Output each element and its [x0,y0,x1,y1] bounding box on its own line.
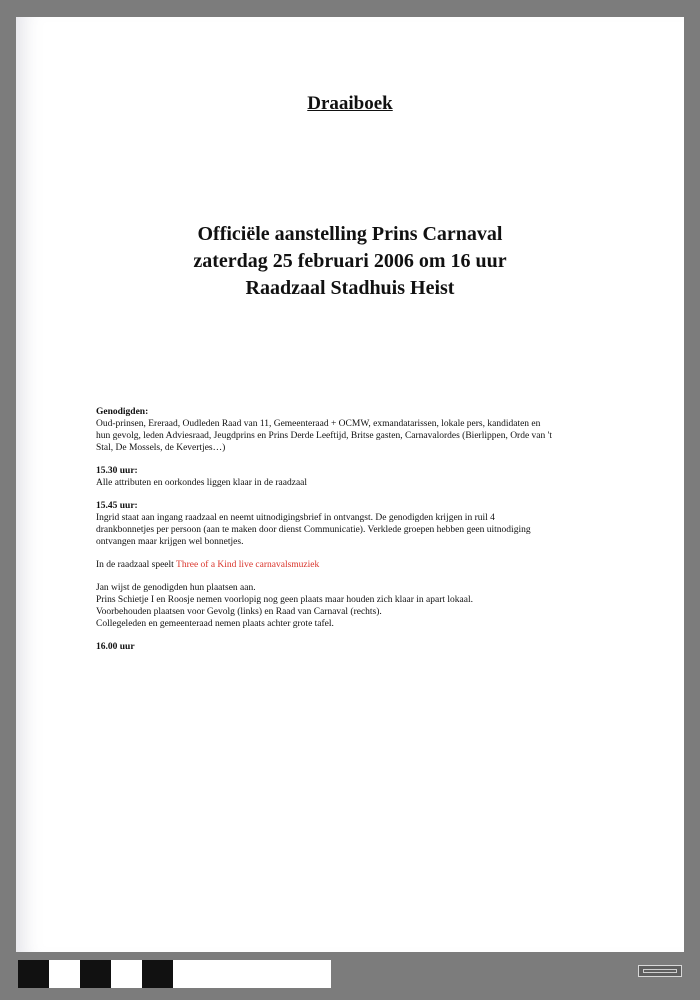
body-line: Prins Schietje I en Roosje nemen voorlopig nog geen plaats maar houden zich klaar in apart lokaal. [96,595,473,605]
section-label: 16.00 uur [96,642,135,652]
body-line: drankbonnetjes per persoon (aan te maken door dienst Communicatie). Verklede groepen hebben geen uitnodiging [96,525,531,535]
body-line: Alle attributen en oorkondes liggen klaar in de raadzaal [96,478,308,488]
body-text: In de raadzaal speelt [96,560,177,570]
body-line: Jan wijst de genodigden hun plaatsen aan. [96,583,256,593]
section-label: 15.30 uur: [96,466,138,476]
section-plaatsen [96,582,626,630]
document-subtitle [16,221,684,302]
section-1545 [96,500,626,548]
section-1600 [96,641,626,653]
highlighted-text: Three of a Kind live carnavalsmuziek [176,560,320,570]
body-line: hun gevolg, leden Adviesraad, Jeugdprins en Prins Derde Leeftijd, Britse gasten, Carnavalordes (Bierlippen, Orde van 't [96,431,553,441]
body-line: ontvangen maar krijgen wel bonnetjes. [96,537,244,547]
subtitle-line: Officiële aanstelling Prins Carnaval [197,223,503,245]
calibration-square [80,960,111,988]
color-calibration-strip [18,960,331,988]
scale-bar [638,965,682,977]
body-line: Oud-prinsen, Ereraad, Oudleden Raad van 11, Gemeenteraad + OCMW, exmandatarissen, lokale pers, kandidaten en [96,419,541,429]
subtitle-line: Raadzaal Stadhuis Heist [245,277,455,299]
section-genodigden [96,406,626,454]
subtitle-line: zaterdag 25 februari 2006 om 16 uur [193,250,507,272]
calibration-square [18,960,49,988]
body-line: Ingrid staat aan ingang raadzaal en neemt uitnodigingsbrief in ontvangst. De genodigden krijgen in ruil 4 [96,513,495,523]
document-body [96,406,626,664]
section-label: Genodigden: [96,407,149,417]
calibration-square [142,960,173,988]
section-1530 [96,465,626,489]
document-page [16,17,684,952]
section-label: 15.45 uur: [96,501,138,511]
document-title: Draaiboek [307,93,393,114]
body-line: Voorbehouden plaatsen voor Gevolg (links) en Raad van Carnaval (rechts). [96,607,382,617]
body-line: Stal, De Mossels, de Kevertjes…) [96,443,226,453]
section-muziek [96,559,626,571]
body-line: Collegeleden en gemeenteraad nemen plaats achter grote tafel. [96,619,334,629]
